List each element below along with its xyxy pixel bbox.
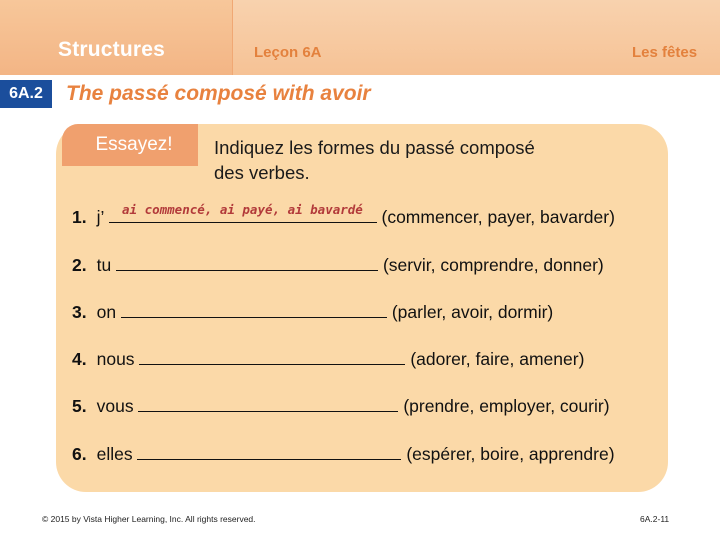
instruction-text xyxy=(214,135,634,185)
instruction-line-1: Indiquez les formes du passé composé xyxy=(214,137,535,158)
section-tag: 6A.2 xyxy=(0,80,52,108)
header-title: Structures xyxy=(58,38,166,61)
answer-blank-4[interactable] xyxy=(139,347,405,365)
item-verbs: (prendre, employer, courir) xyxy=(403,396,610,416)
item-subject: vous xyxy=(96,396,134,416)
item-number: 3. xyxy=(72,302,87,322)
exercise-item-5 xyxy=(72,394,610,417)
exercise-item-3 xyxy=(72,300,553,323)
answer-blank-5[interactable] xyxy=(138,394,398,412)
exercise-item-4 xyxy=(72,347,584,370)
item-subject: on xyxy=(96,302,117,322)
item-number: 2. xyxy=(72,255,87,275)
instruction-line-2: des verbes. xyxy=(214,162,310,183)
item-subject: nous xyxy=(96,349,135,369)
answer-blank-2[interactable] xyxy=(116,253,378,271)
item-verbs: (parler, avoir, dormir) xyxy=(391,302,554,322)
item-verbs: (commencer, payer, bavarder) xyxy=(381,207,615,227)
lesson-label: Leçon 6A xyxy=(254,44,322,61)
item-number: 4. xyxy=(72,349,87,369)
answer-text-1: ai commencé, ai payé, ai bavardé xyxy=(122,202,363,217)
item-number: 6. xyxy=(72,444,87,464)
item-number: 5. xyxy=(72,396,87,416)
exercise-item-6 xyxy=(72,442,615,465)
answer-blank-3[interactable] xyxy=(121,300,387,318)
item-verbs: (espérer, boire, apprendre) xyxy=(406,444,615,464)
section-header xyxy=(0,78,720,108)
item-verbs: (servir, comprendre, donner) xyxy=(382,255,604,275)
item-verbs: (adorer, faire, amener) xyxy=(410,349,585,369)
topic-label: Les fêtes xyxy=(632,44,698,61)
item-subject: tu xyxy=(96,255,112,275)
item-number: 1. xyxy=(72,207,87,227)
answer-blank-6[interactable] xyxy=(137,442,401,460)
item-subject: elles xyxy=(96,444,133,464)
lesson-panel xyxy=(232,0,720,75)
exercise-item-2 xyxy=(72,253,604,276)
page-number: 6A.2-11 xyxy=(640,514,670,524)
copyright-notice: © 2015 by Vista Higher Learning, Inc. All rights reserved. xyxy=(42,514,256,524)
item-subject: j’ xyxy=(96,207,104,227)
section-title: The passé composé with avoir xyxy=(66,82,371,105)
essayez-label: Essayez! xyxy=(95,134,173,155)
